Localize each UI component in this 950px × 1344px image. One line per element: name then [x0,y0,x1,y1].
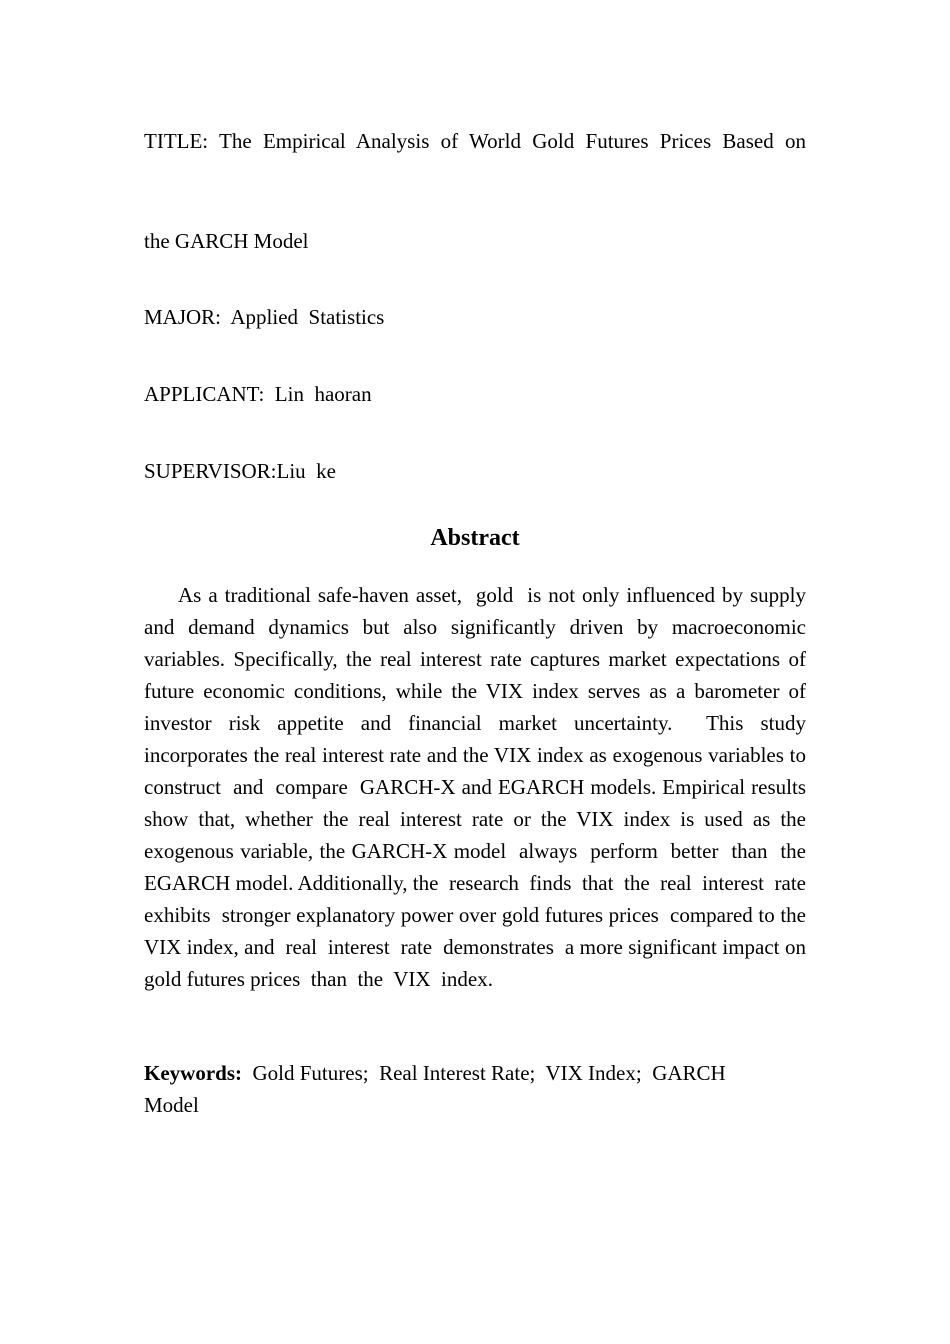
supervisor-line: SUPERVISOR:Liu ke [144,459,337,483]
keywords-label: Keywords: [144,1061,242,1085]
abstract-heading: Abstract [430,525,520,551]
abstract-body: As a traditional safe-haven asset, gold is not only influenced by supply and demand dynamics but also significantly driven by macroeconomic variables. Specifically, the real interest rate captures market expectations of future economic conditions, while the VIX index serves as a barometer of investor risk appetite and financial market uncertainty. This study incorporates the real interest rate and the VIX index as exogenous variables to construct and compare GARCH-X and EGARCH models. Empirical results show that, whether the real interest rate or the VIX index is used as the exogenous variable, the GARCH-X model always perform better than the EGARCH model. Additionally, the research finds that the real interest rate exhibits stronger explanatory power over gold futures prices compared to the VIX index, and real interest rate demonstrates a more significant impact on gold futures prices than the VIX index. [144,583,817,991]
title-line-1: TITLE: The Empirical Analysis of World Gold Futures Prices Based on [144,129,806,153]
keywords-text: Gold Futures; Real Interest Rate; VIX Index; GARCH Model [144,1061,731,1117]
applicant-line: APPLICANT: Lin haoran [144,382,372,406]
major-line: MAJOR: Applied Statistics [144,305,385,329]
title-line-2: the GARCH Model [144,229,309,253]
keywords-line [144,1057,784,1121]
